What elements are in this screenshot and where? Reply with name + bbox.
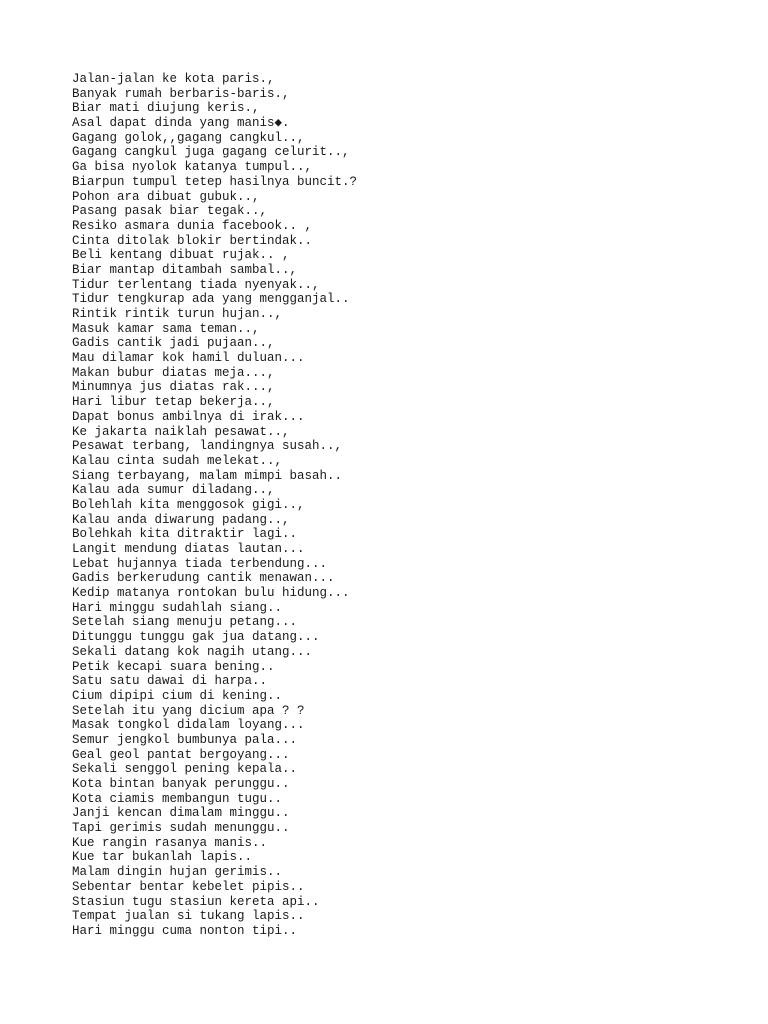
poem-line: Bolehlah kita menggosok gigi.., bbox=[72, 497, 305, 512]
poem-line: Gagang golok,,gagang cangkul.., bbox=[72, 130, 305, 145]
poem-line: Geal geol pantat bergoyang... bbox=[72, 747, 290, 762]
poem-line: Pesawat terbang, landingnya susah.., bbox=[72, 439, 343, 454]
poem-line: Mau dilamar kok hamil duluan... bbox=[72, 351, 305, 366]
poem-line: Kota bintan banyak perunggu.. bbox=[72, 777, 290, 791]
poem-line: Bolehkah kita ditraktir lagi.. bbox=[72, 527, 298, 542]
poem-line: Malam dingin hujan gerimis.. bbox=[72, 865, 283, 880]
poem-line: Kue tar bukanlah lapis.. bbox=[72, 850, 253, 865]
poem-line: Pohon ara dibuat gubuk.., bbox=[72, 189, 260, 204]
poem-line: Masuk kamar sama teman.., bbox=[72, 321, 260, 336]
poem-line: Kalau cinta sudah melekat.., bbox=[72, 453, 283, 468]
poem-line: Hari minggu sudahlah siang.. bbox=[72, 600, 283, 615]
poem-line: Kedip matanya rontokan bulu hidung... bbox=[72, 586, 350, 601]
poem-line: Lebat hujannya tiada terbendung... bbox=[72, 556, 328, 571]
poem-line: Pasang pasak biar tegak.., bbox=[72, 204, 268, 219]
poem-line: Tidur tengkurap ada yang mengganjal.. bbox=[72, 292, 350, 307]
poem-line: Biar mantap ditambah sambal.., bbox=[72, 262, 298, 277]
poem-line: Ke jakarta naiklah pesawat.., bbox=[72, 424, 290, 439]
poem-line: Gadis cantik jadi pujaan.., bbox=[72, 336, 275, 351]
poem-line: Kue rangin rasanya manis.. bbox=[72, 835, 268, 850]
poem-line: Sekali senggol pening kepala.. bbox=[72, 762, 298, 777]
poem-line: Satu satu dawai di harpa.. bbox=[72, 674, 268, 689]
poem-text bbox=[72, 72, 357, 939]
poem-line: Langit mendung diatas lautan... bbox=[72, 542, 305, 556]
poem-line: Tempat jualan si tukang lapis.. bbox=[72, 909, 305, 924]
poem-line: Beli kentang dibuat rujak.. , bbox=[72, 248, 290, 263]
poem-line: Makan bubur diatas meja..., bbox=[72, 365, 275, 380]
poem-line: Hari minggu cuma nonton tipi.. bbox=[72, 923, 298, 938]
poem-line: Sekali datang kok nagih utang... bbox=[72, 644, 313, 659]
poem-line: Cinta ditolak blokir bertindak.. bbox=[72, 233, 313, 248]
poem-line: Kalau anda diwarung padang.., bbox=[72, 512, 290, 527]
poem-line: Siang terbayang, malam mimpi basah.. bbox=[72, 468, 343, 483]
poem-line: Dapat bonus ambilnya di irak... bbox=[72, 409, 305, 424]
poem-line: Kalau ada sumur diladang.., bbox=[72, 483, 275, 498]
poem-line: Petik kecapi suara bening.. bbox=[72, 659, 275, 674]
poem-line: Sebentar bentar kebelet pipis.. bbox=[72, 879, 305, 894]
poem-line: Cium dipipi cium di kening.. bbox=[72, 688, 283, 703]
poem-line: Biar mati diujung keris., bbox=[72, 101, 260, 116]
poem-line: Minumnya jus diatas rak..., bbox=[72, 380, 275, 395]
poem-line: Masak tongkol didalam loyang... bbox=[72, 718, 305, 733]
poem-line: Stasiun tugu stasiun kereta api.. bbox=[72, 894, 320, 909]
poem-line: Tapi gerimis sudah menunggu.. bbox=[72, 821, 290, 836]
poem-line: Jalan-jalan ke kota paris., bbox=[72, 72, 275, 86]
poem-line: Biarpun tumpul tetep hasilnya buncit.? bbox=[72, 174, 358, 189]
poem-line: Setelah itu yang dicium apa ? ? bbox=[72, 703, 305, 718]
poem-line: Janji kencan dimalam minggu.. bbox=[72, 806, 290, 821]
poem-line: Resiko asmara dunia facebook.. , bbox=[72, 218, 313, 233]
poem-line: Kota ciamis membangun tugu.. bbox=[72, 791, 283, 806]
poem-line: Setelah siang menuju petang... bbox=[72, 615, 298, 630]
poem-line: Hari libur tetap bekerja.., bbox=[72, 395, 275, 410]
poem-line: Asal dapat dinda yang manis◆. bbox=[72, 116, 290, 131]
poem-line: Gagang cangkul juga gagang celurit.., bbox=[72, 145, 350, 160]
poem-line: Tidur terlentang tiada nyenyak.., bbox=[72, 277, 320, 292]
poem-line: Rintik rintik turun hujan.., bbox=[72, 307, 283, 321]
poem-line: Banyak rumah berbaris-baris., bbox=[72, 86, 290, 101]
poem-line: Gadis berkerudung cantik menawan... bbox=[72, 571, 335, 586]
poem-line: Semur jengkol bumbunya pala... bbox=[72, 732, 298, 747]
poem-line: Ga bisa nyolok katanya tumpul.., bbox=[72, 160, 313, 175]
poem-line: Ditunggu tunggu gak jua datang... bbox=[72, 630, 320, 645]
